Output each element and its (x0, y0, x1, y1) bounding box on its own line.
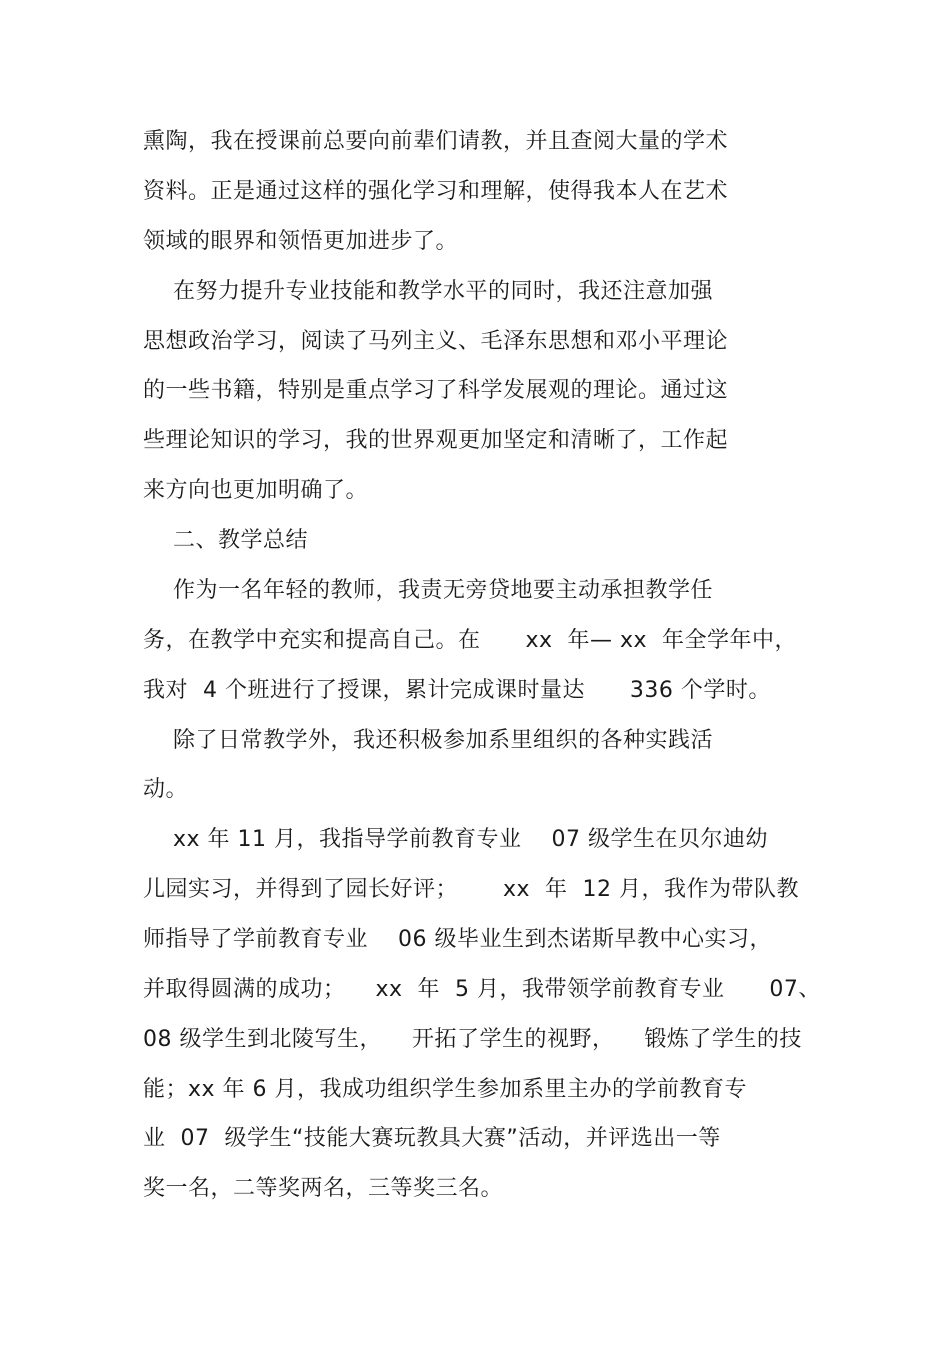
text-line: 务，在教学中充实和提高自己。在 xx 年— xx 年全学年中， (143, 628, 798, 653)
text-line: 思想政治学习，阅读了马列主义、毛泽东思想和邓小平理论 (143, 329, 729, 354)
text-line: 作为一名年轻的教师，我责无旁贷地要主动承担教学任 (143, 578, 713, 603)
section-heading: 二、教学总结 (143, 528, 308, 553)
text-line: 动。 (143, 777, 189, 802)
text-line: 的一些书籍，特别是重点学习了科学发展观的理论。通过这 (143, 378, 729, 403)
text-line: 师指导了学前教育专业 06 级毕业生到杰诺斯早教中心实习， (143, 927, 772, 952)
text-line: 并取得圆满的成功； xx 年 5 月，我带领学前教育专业 07、 (143, 977, 821, 1002)
text-line: xx 年 11 月，我指导学前教育专业 07 级学生在贝尔迪幼 (143, 827, 768, 852)
text-line: 业 07 级学生“技能大赛玩教具大赛”活动，并评选出一等 (143, 1126, 721, 1151)
text-line: 能；xx 年 6 月，我成功组织学生参加系里主办的学前教育专 (143, 1077, 748, 1102)
text-line: 资料。正是通过这样的强化学习和理解，使得我本人在艺术 (143, 179, 729, 204)
text-line: 在努力提升专业技能和教学水平的同时，我还注意加强 (143, 279, 713, 304)
text-line: 些理论知识的学习，我的世界观更加坚定和清晰了，工作起 (143, 428, 729, 453)
text-line: 我对 4 个班进行了授课，累计完成课时量达 336 个学时。 (143, 678, 771, 703)
text-line: 领域的眼界和领悟更加进步了。 (143, 229, 459, 254)
text-line: 奖一名，二等奖两名，三等奖三名。 (143, 1176, 504, 1201)
text-line: 来方向也更加明确了。 (143, 478, 369, 503)
text-line: 08 级学生到北陵写生， 开拓了学生的视野， 锻炼了学生的技 (143, 1027, 802, 1052)
text-line: 除了日常教学外，我还积极参加系里组织的各种实践活 (143, 728, 713, 753)
text-line: 儿园实习，并得到了园长好评； xx 年 12 月，我作为带队教 (143, 877, 799, 902)
text-line: 熏陶，我在授课前总要向前辈们请教，并且查阅大量的学术 (143, 129, 729, 154)
